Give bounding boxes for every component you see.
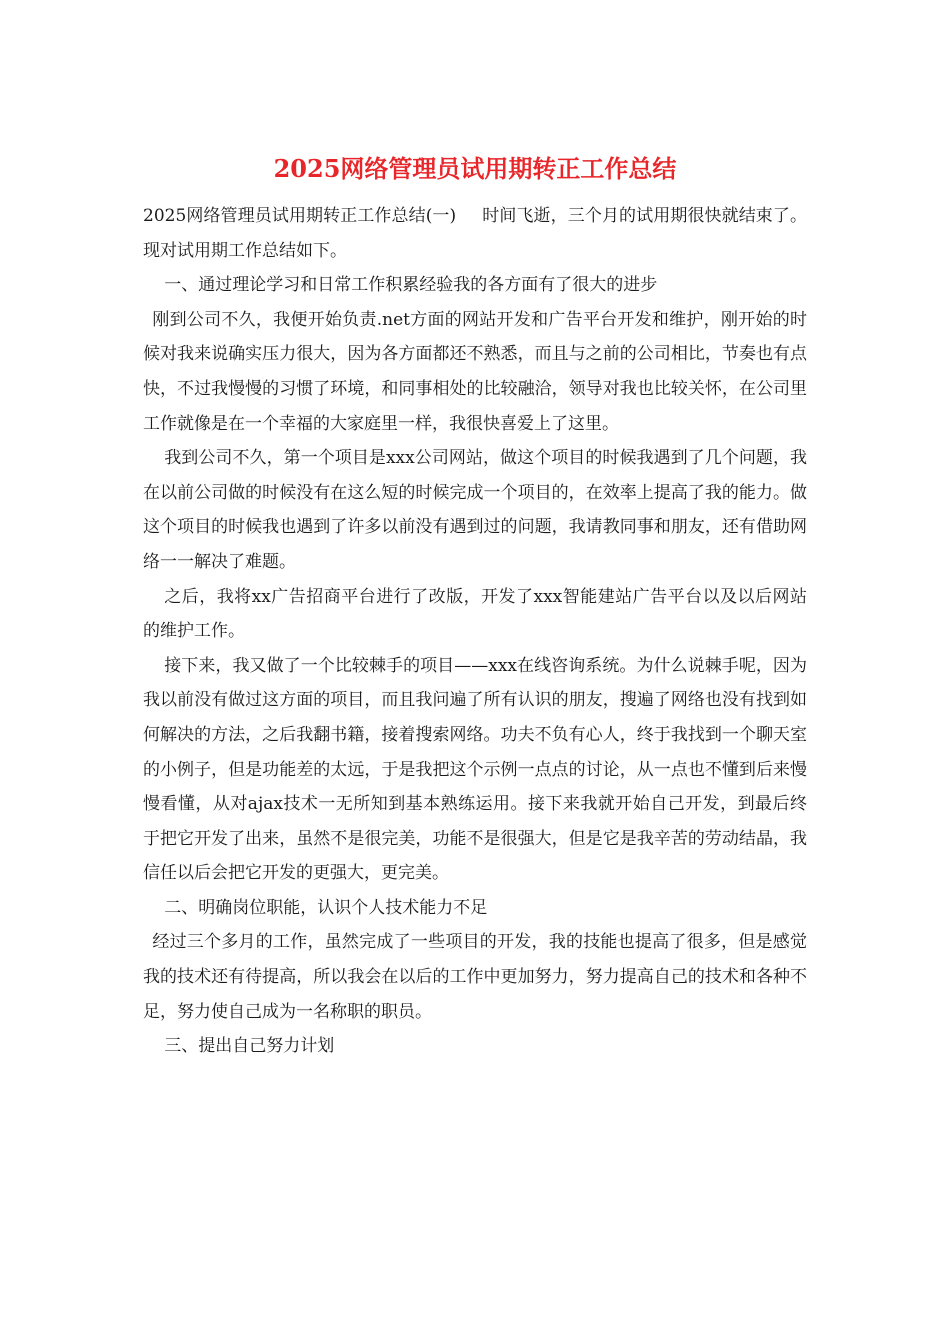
intro-lead: 2025网络管理员试用期转正工作总结(一) (143, 206, 457, 226)
body-paragraph: 接下来，我又做了一个比较棘手的项目——xxx在线咨询系统。为什么说棘手呢，因为我以前没有做过这方面的项目，而且我问遍了所有认识的朋友，搜遍了网络也没有找到如何解决的方法，之后我翻书籍，接着搜索网络。功夫不负有心人，终于我找到一个聊天室的小例子，但是功能差的太远，于是我把这个示例一点点的讨论，从一点也不懂到后来慢慢看懂，从对ajax技术一无所知到基本熟练运用。接下来我就开始自己开发，到最后终于把它开发了出来，虽然不是很完美，功能不是很强大，但是它是我辛苦的劳动结晶，我信任以后会把它开发的更强大，更完美。 (143, 655, 807, 884)
section-heading-1: 一、通过理论学习和日常工作积累经验我的各方面有了很大的进步 (164, 275, 658, 296)
body-paragraph: 经过三个多月的工作，虽然完成了一些项目的开发，我的技能也提高了很多，但是感觉我的技术还有待提高，所以我会在以后的工作中更加努力，努力提高自己的技术和各种不足，努力使自己成为一名称职的职员。 (143, 932, 807, 1022)
body-paragraph: 刚到公司不久，我便开始负责.net方面的网站开发和广告平台开发和维护，刚开始的时候对我来说确实压力很大，因为各方面都还不熟悉，而且与之前的公司相比，节奏也有点快，不过我慢慢的习惯了环境，和同事相处的比较融洽，领导对我也比较关怀，在公司里工作就像是在一个幸福的大家庭里一样，我很快喜爱上了这里。 (143, 309, 807, 434)
body-paragraph: 我到公司不久，第一个项目是xxx公司网站，做这个项目的时候我遇到了几个问题，我在以前公司做的时候没有在这么短的时候完成一个项目的，在效率上提高了我的能力。做这个项目的时候我也遇到了许多以前没有遇到过的问题，我请教同事和朋友，还有借助网络一一解决了难题。 (143, 448, 807, 572)
document-body (143, 199, 807, 1064)
section-heading-3: 三、提出自己努力计划 (164, 1036, 335, 1057)
body-paragraph: 之后，我将xx广告招商平台进行了改版，开发了xxx智能建站广告平台以及以后网站的维护工作。 (143, 586, 807, 642)
section-heading-2: 二、明确岗位职能，认识个人技术能力不足 (164, 897, 488, 918)
document-title: 2025网络管理员试用期转正工作总结 (273, 154, 677, 183)
intro-rest: 时间飞逝，三个月的试用期很快就结束了。现对试用期工作总结如下。 (143, 206, 808, 261)
intro-paragraph (143, 199, 807, 268)
